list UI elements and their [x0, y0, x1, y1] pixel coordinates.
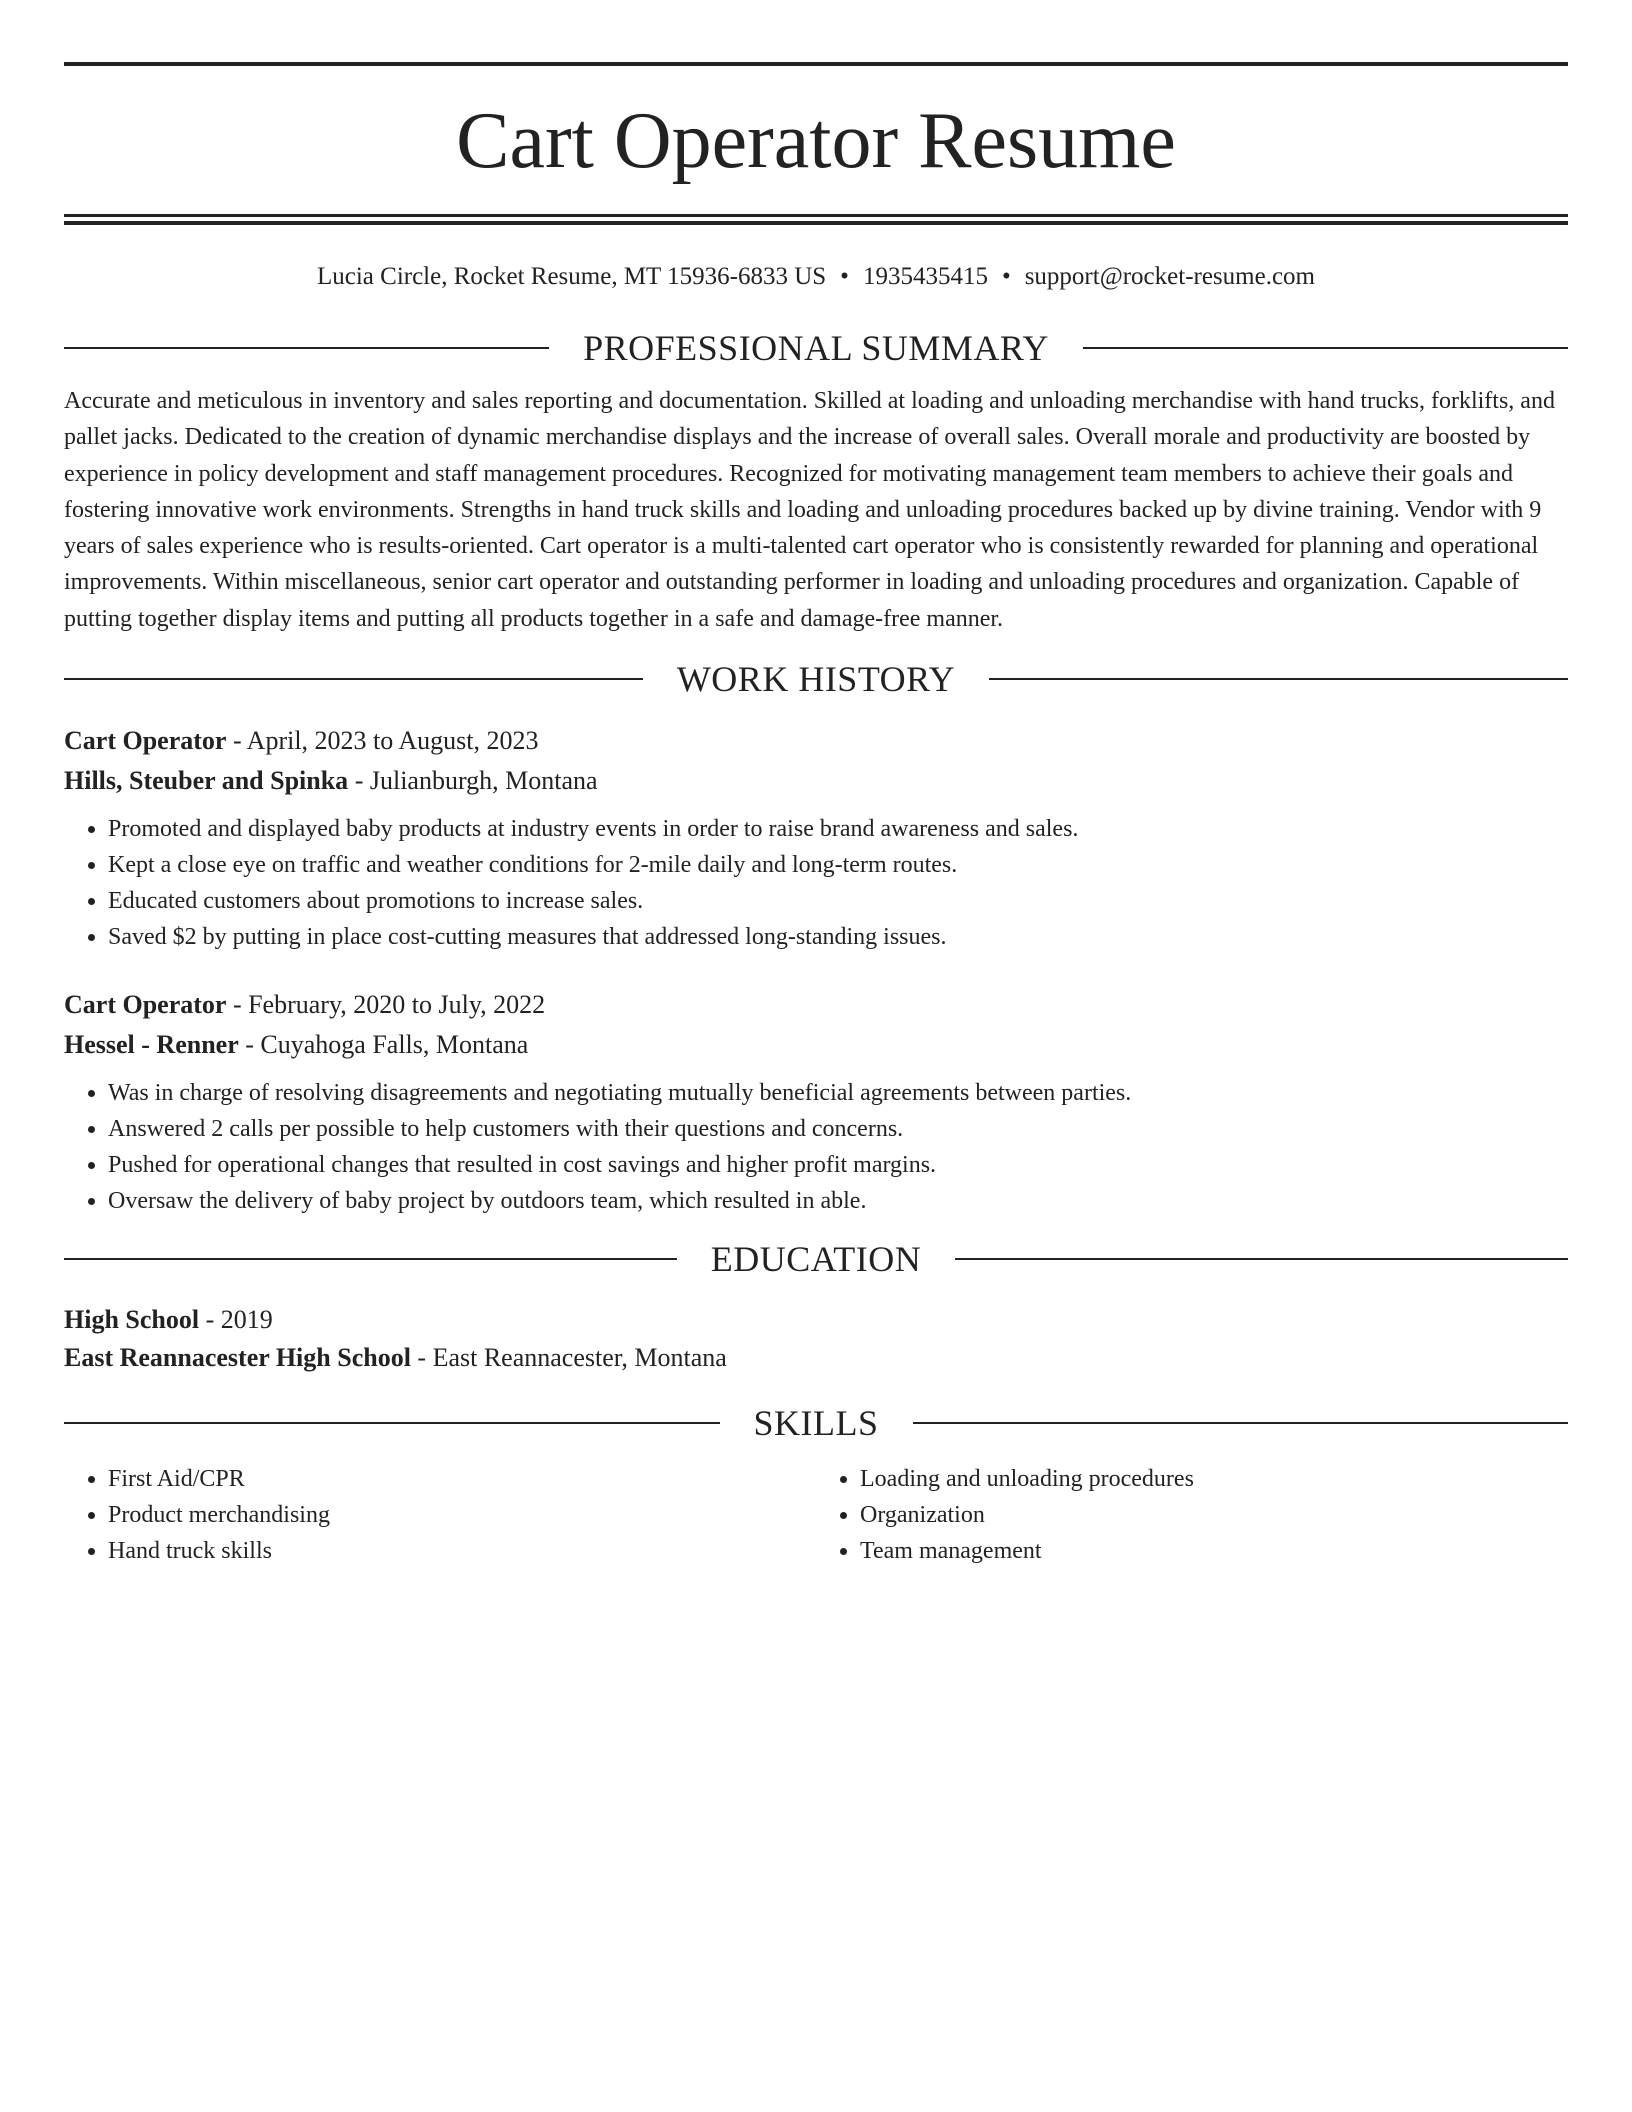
job-role: Cart Operator [64, 726, 227, 756]
job-entry [64, 985, 1568, 1219]
skills-grid [64, 1461, 1568, 1569]
skill-item: • Organization [860, 1497, 1568, 1533]
section-rule [64, 678, 643, 680]
skills-column-right [816, 1461, 1568, 1569]
skill-item: • First Aid/CPR [108, 1461, 816, 1497]
job-dates: - April, 2023 to August, 2023 [226, 726, 539, 756]
section-header-education [64, 1239, 1568, 1279]
list-item: • Pushed for operational changes that resulted in cost savings and higher profit margins. [108, 1147, 1568, 1183]
job-title-line [64, 985, 1568, 1025]
section-title-work: WORK HISTORY [676, 659, 956, 700]
job-company-line [64, 761, 1568, 801]
job-company: Hills, Steuber and Spinka [64, 766, 349, 796]
section-title-summary: PROFESSIONAL SUMMARY [583, 328, 1049, 368]
contact-line [64, 262, 1568, 292]
contact-address: Lucia Circle, Rocket Resume, MT 15936-6833 US [316, 263, 827, 290]
section-header-skills [64, 1403, 1568, 1443]
job-role: Cart Operator [64, 990, 227, 1020]
education-entry [64, 1301, 1568, 1377]
summary-text: Accurate and meticulous in inventory and sales reporting and documentation. Skilled at loading and unloading merchandise with hand trucks, forklifts, and pallet jacks. Dedicated to the creation of dynamic merchandise displays and the increase of overall sales. Overall morale and productivity are boosted by experience in policy development and staff management procedures. Recognized for motivating management team members to achieve their goals and fostering innovative work environments. Strengths in hand truck skills and loading and unloading procedures backed up by divine training. Vendor with 9 years of sales experience who is results-oriented. Cart operator is a multi-talented cart operator who is consistently rewarded for planning and operational improvements. Within miscellaneous, senior cart operator and outstanding performer in loading and unloading procedures and organization. Capable of putting together display items and putting all products together in a safe and damage-free manner. [64, 388, 1555, 632]
title-double-rule [64, 214, 1568, 225]
job-location: - Cuyahoga Falls, Montana [238, 1030, 529, 1060]
page-title: Cart Operator Resume [456, 97, 1176, 185]
list-item: • Answered 2 calls per possible to help customers with their questions and concerns. [108, 1111, 1568, 1147]
list-item: • Saved $2 by putting in place cost-cutting measures that addressed long-standing issues. [108, 919, 1568, 955]
education-degree: High School [64, 1305, 200, 1335]
education-location: - East Reannacester, Montana [410, 1343, 727, 1373]
skill-item: • Hand truck skills [108, 1533, 816, 1569]
top-rule [64, 62, 1568, 66]
section-title-education: EDUCATION [710, 1239, 922, 1280]
job-bullets [64, 811, 1568, 955]
job-company: Hessel - Renner [64, 1030, 239, 1060]
section-rule [64, 347, 549, 349]
education-school-line [64, 1339, 1568, 1377]
section-rule [64, 1422, 720, 1424]
skills-column-left [64, 1461, 816, 1569]
job-bullets [64, 1075, 1568, 1219]
contact-separator: • [840, 263, 849, 290]
list-item: • Promoted and displayed baby products at industry events in order to raise brand awareness and sales. [108, 811, 1568, 847]
job-location: - Julianburgh, Montana [348, 766, 598, 796]
skill-item: • Team management [860, 1533, 1568, 1569]
education-degree-line [64, 1301, 1568, 1339]
education-year: - 2019 [199, 1305, 273, 1335]
list-item: • Oversaw the delivery of baby project by outdoors team, which resulted in able. [108, 1183, 1568, 1219]
list-item: • Educated customers about promotions to increase sales. [108, 883, 1568, 919]
job-title-line [64, 721, 1568, 761]
section-rule [955, 1258, 1568, 1260]
contact-email: support@rocket-resume.com [1024, 263, 1315, 290]
section-title-skills: SKILLS [753, 1403, 879, 1444]
contact-phone: 1935435415 [862, 263, 988, 290]
job-entry [64, 721, 1568, 955]
job-company-line [64, 1025, 1568, 1065]
skill-item: • Product merchandising [108, 1497, 816, 1533]
section-header-work [64, 659, 1568, 699]
section-rule [1083, 347, 1568, 349]
job-dates: - February, 2020 to July, 2022 [226, 990, 546, 1020]
education-school: East Reannacester High School [64, 1343, 411, 1373]
section-rule [989, 678, 1568, 680]
skill-item: • Loading and unloading procedures [860, 1461, 1568, 1497]
list-item: • Kept a close eye on traffic and weather conditions for 2-mile daily and long-term routes. [108, 847, 1568, 883]
list-item: • Was in charge of resolving disagreements and negotiating mutually beneficial agreements between parties. [108, 1075, 1568, 1111]
section-rule [64, 1258, 677, 1260]
contact-separator: • [1001, 263, 1011, 290]
section-header-summary [64, 328, 1568, 368]
section-rule [913, 1422, 1569, 1424]
